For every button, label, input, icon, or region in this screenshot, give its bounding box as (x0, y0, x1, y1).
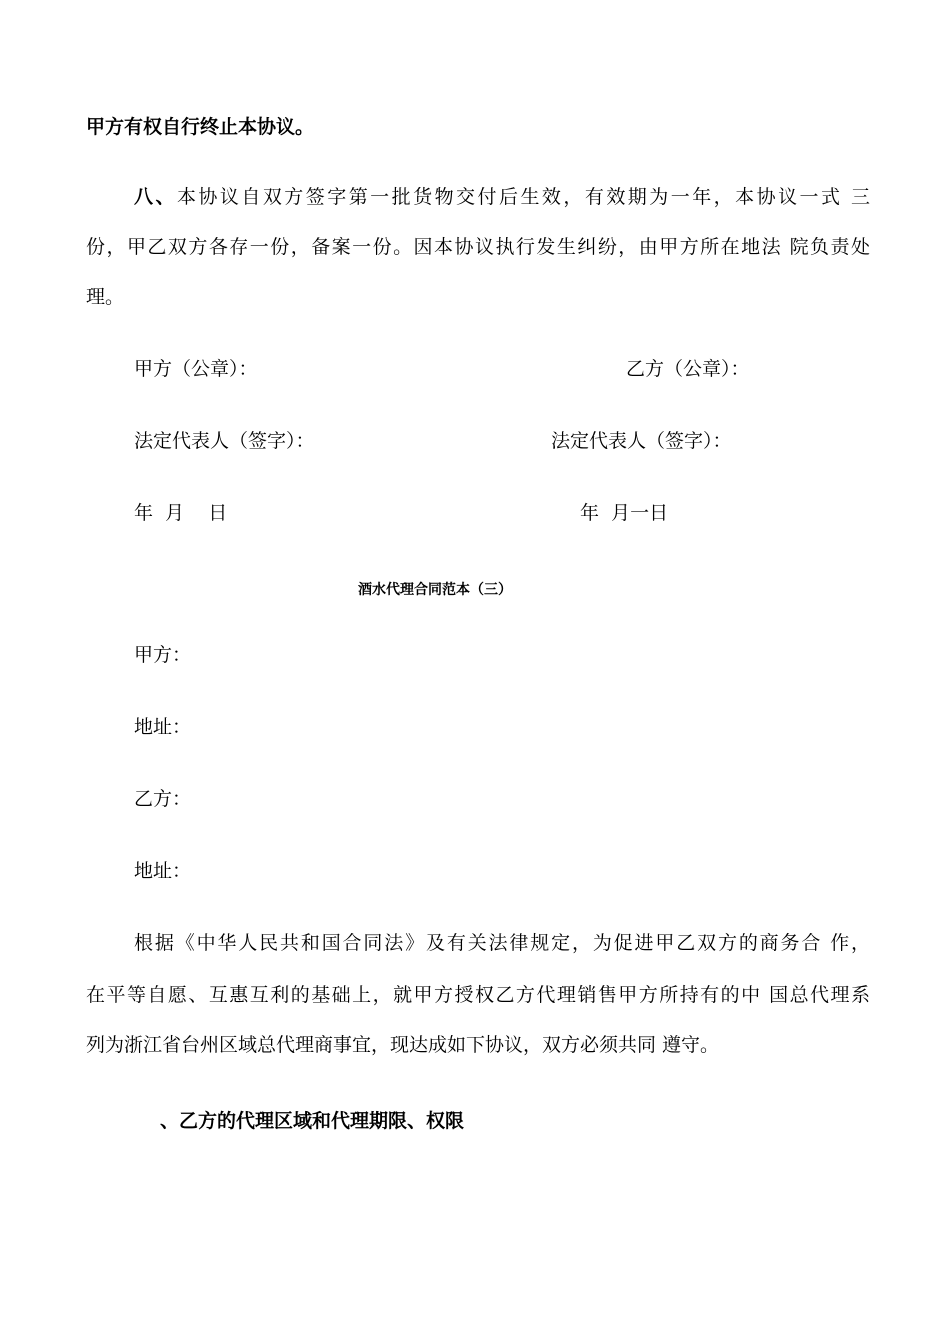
clause-8-line-1-text: 本协议自双方签字第一批货物交付后生效，有效期为一年，本协议一式 三 (176, 186, 870, 208)
date-a-label: 年 月 日 (134, 502, 228, 524)
address-a-label: 地址： (134, 716, 192, 738)
clause-8-line-2: 份，甲乙双方各存一份，备案一份。因本协议执行发生纠纷，由甲方所在地法 院负责处 (86, 236, 870, 258)
clause-8-number: 八、 (134, 186, 177, 208)
party-a-seal-label: 甲方（公章）： (134, 358, 258, 380)
preamble-line-3: 列为浙江省台州区域总代理商事宜，现达成如下协议，双方必须共同 遵守。 (86, 1034, 720, 1056)
legal-rep-a-label: 法定代表人（签字）： (134, 430, 315, 452)
contract-3-title: 酒水代理合同范本（三） (358, 582, 512, 598)
preamble-line-1-text: 根据《中华人民共和国合同法》及有关法律规定，为促进甲乙双方的商务合 作， (134, 932, 870, 954)
terminate-clause-line: 甲方有权自行终止本协议。 (86, 116, 315, 138)
clause-8-line-3: 理。 (86, 286, 125, 308)
section-1-heading: 、乙方的代理区域和代理期限、权限 (160, 1110, 465, 1132)
party-b-seal-label: 乙方（公章）： (626, 358, 750, 380)
preamble-line-2: 在平等自愿、互惠互利的基础上，就甲方授权乙方代理销售甲方所持有的中 国总代理系 (86, 984, 870, 1006)
clause-8-line-1 (86, 184, 870, 210)
legal-rep-b-label: 法定代表人（签字）： (551, 430, 732, 452)
preamble-line-1 (86, 930, 870, 956)
date-b-label: 年 月一日 (580, 502, 669, 524)
party-b-label: 乙方： (134, 788, 192, 810)
party-a-label: 甲方： (134, 644, 192, 666)
address-b-label: 地址： (134, 860, 192, 882)
